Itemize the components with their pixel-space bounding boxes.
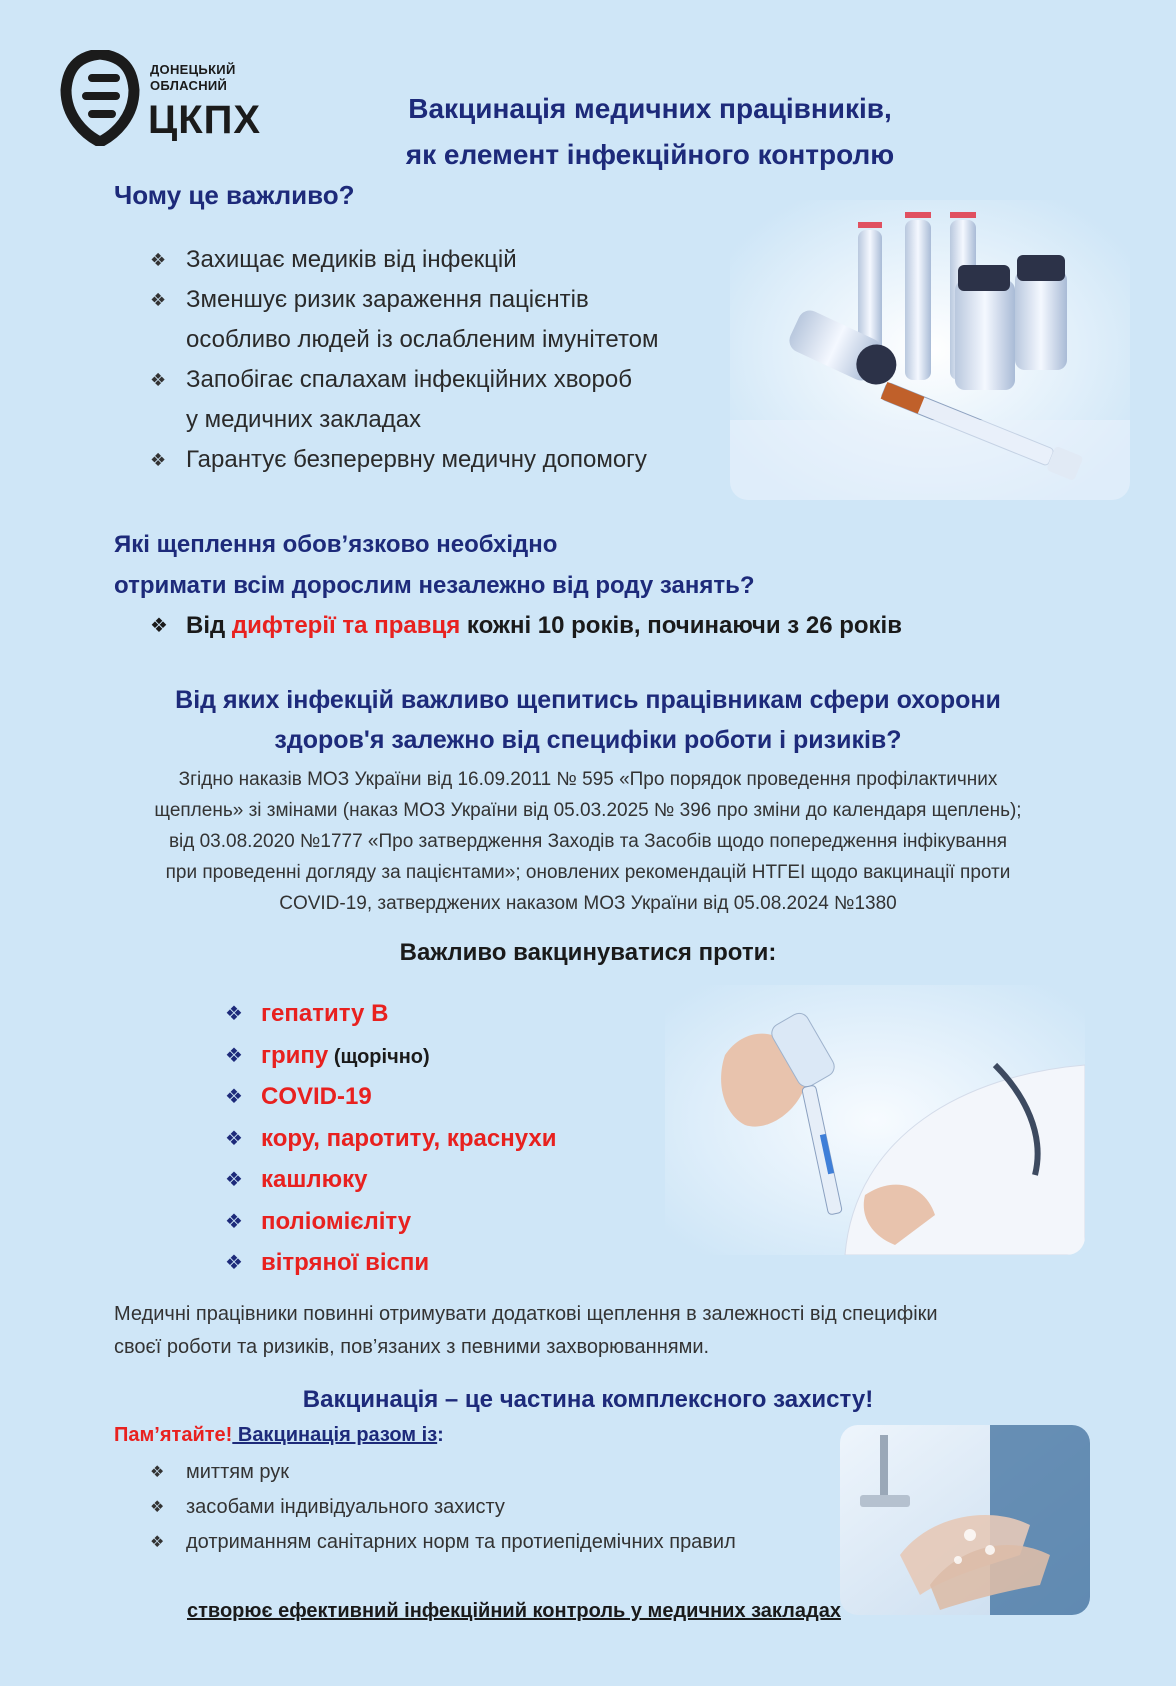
logo-line2: ОБЛАСНИЙ [150,78,228,93]
page-title [300,86,1000,178]
title-line1: Вакцинація медичних працівників, [408,93,892,124]
diamond-bullet-icon: ❖ [150,1464,165,1481]
remember-list [114,1455,874,1560]
additional-vaccination-text: Медичні працівники повинні отримувати додаткові щеплення в залежності від специфіки своєї роботи та ризиків, пов’язаних з певними захворюваннями. [114,1303,938,1358]
list-item: ❖ миттям рук [114,1455,874,1490]
list-item: ❖ засобами індивідуального захисту [114,1490,874,1525]
diamond-bullet-icon: ❖ [225,1252,243,1274]
logo-abbr: ЦКПХ [148,98,262,142]
title-line2: як елемент інфекційного контролю [405,139,895,170]
diamond-bullet-icon: ❖ [150,370,167,390]
final-statement: створює ефективний інфекційний контроль у медичних закладах [187,1600,841,1622]
list-item: ❖ Захищає медиків від інфекцій [114,240,754,280]
why-list [114,240,754,480]
diamond-bullet-icon: ❖ [225,1003,243,1025]
logo-line1: ДОНЕЦЬКИЙ [150,62,236,77]
diamond-bullet-icon: ❖ [150,1499,165,1516]
shield-logo-icon [60,50,140,146]
list-item: ❖ Від дифтерії та правця кожні 10 років, починаючи з 26 років [114,606,1114,646]
list-item: ❖ поліомієліту [185,1202,665,1244]
list-item: ❖ Запобігає спалахам інфекційних хвороб у медичних закладах [114,360,754,440]
doctor-injection-image [665,985,1085,1255]
diamond-bullet-icon: ❖ [225,1210,243,1233]
legal-basis-text: Згідно наказів МОЗ України від 16.09.2011 № 595 «Про порядок проведення профілактичних щеплень» зі змінами (наказ МОЗ України від 05.03.2025 № 396 про зміни до календаря щеплень); від 03.08.2020 №1777 «Про затвердження Заходів та Засобів щодо попередження інфікування при проведенні догляду за пацієнтами»; оновлених рекомендацій НТГЕІ щодо вакцинації проти COVID-19, затверджених наказом МОЗ України від 05.08.2024 №1380 [154,769,1022,914]
diamond-bullet-icon: ❖ [150,450,167,470]
list-item: ❖ кору, паротиту, краснухи [185,1119,665,1161]
logo [60,50,260,150]
diamond-bullet-icon: ❖ [150,250,167,270]
workers-question: Від яких інфекцій важливо щепитись працівникам сфери охорони здоров'я залежно від специфіки роботи і ризиків? [175,686,1001,754]
diamond-bullet-icon: ❖ [225,1169,243,1191]
against-heading: Важливо вакцинуватися проти: [399,939,777,966]
diamond-bullet-icon: ❖ [225,1044,243,1067]
hand-washing-image [840,1425,1090,1615]
vials-syringe-image [730,200,1130,500]
list-item: ❖ грипу (щорічно) [185,1036,665,1078]
adults-list [114,606,1114,646]
adults-question: Які щеплення обов’язково необхідно отримати всім дорослим незалежно від роду занять? [114,531,755,599]
list-item: ❖ Гарантує безперервну медичну допомогу [114,440,754,480]
why-heading: Чому це важливо? [114,180,355,210]
list-item: ❖ кашлюку [185,1160,665,1202]
list-item: ❖ вітряної віспи [185,1243,665,1285]
vaccination-list [185,994,665,1285]
diamond-bullet-icon: ❖ [225,1086,243,1108]
logo-text [150,62,236,94]
list-item: ❖ Зменшує ризик зараження пацієнтів особливо людей із ослабленим імунітетом [114,280,754,360]
list-item: ❖ COVID-19 [185,1077,665,1119]
list-item: ❖ дотриманням санітарних норм та протиепідемічних правил [114,1525,874,1560]
diamond-bullet-icon: ❖ [150,615,168,637]
remember-line: Пам’ятайте! Вакцинація разом із: [114,1424,444,1446]
list-item: ❖ гепатиту В [185,994,665,1036]
slogan: Вакцинація – це частина комплексного захисту! [302,1386,874,1413]
diamond-bullet-icon: ❖ [150,290,167,310]
diamond-bullet-icon: ❖ [225,1127,243,1150]
diamond-bullet-icon: ❖ [150,1534,165,1551]
